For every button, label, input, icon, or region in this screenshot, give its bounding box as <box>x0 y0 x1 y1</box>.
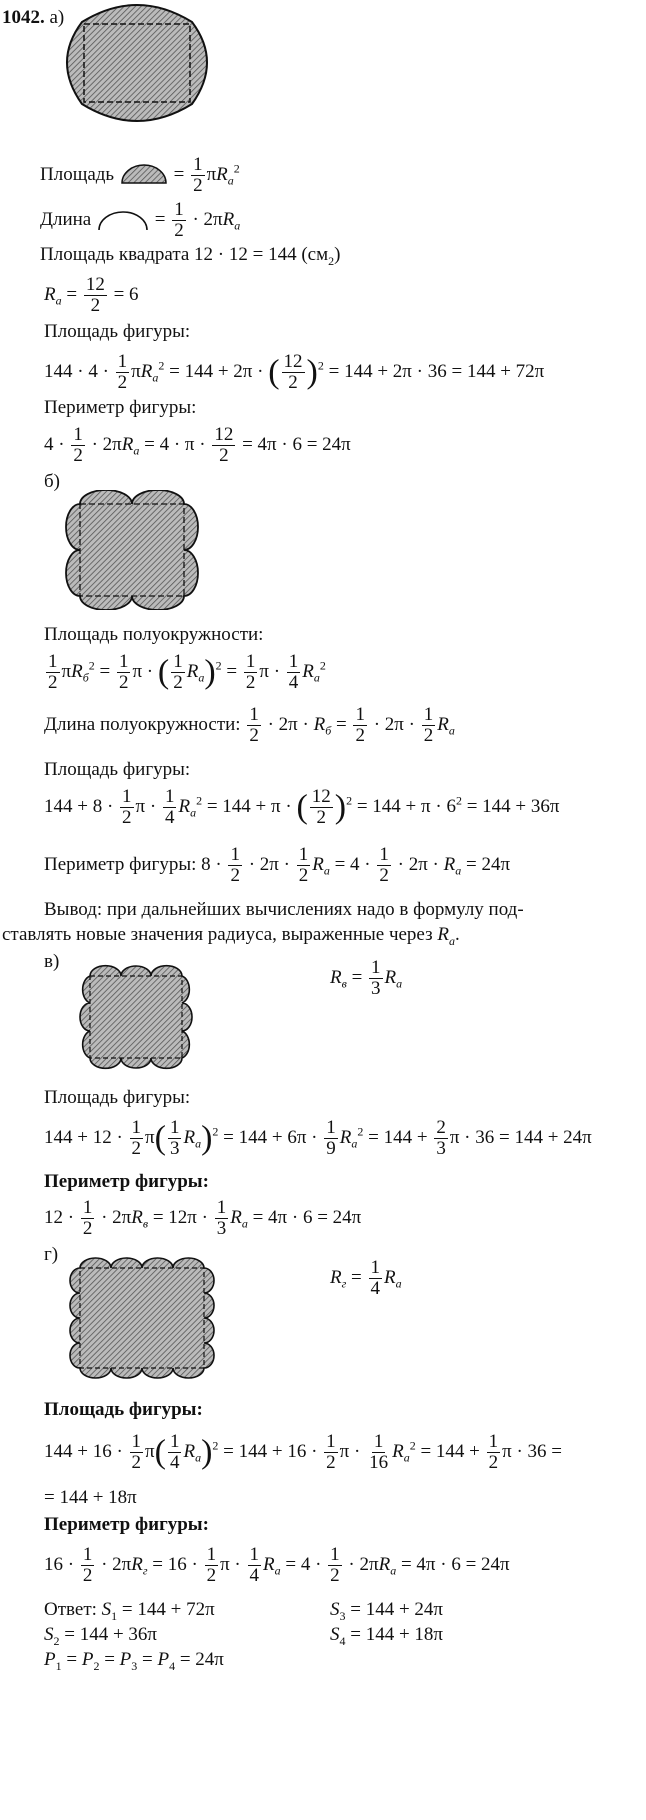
figure-v <box>72 962 200 1072</box>
problem-number: 1042. а) <box>2 7 65 28</box>
figure-b <box>62 490 202 610</box>
figure-a <box>62 0 212 126</box>
perimeter-formula-g: 16 · $\frac{1}{2}$ · $2\pi R_г = 16$ · $\frac{1}{2}$ π · $\frac{1}{4}$ $R_a = 4$ · $\frac{1}{2}$ · $2\pi R_a = 4\pi \cdot 6 = 24\pi$ <box>44 1544 510 1586</box>
figure-area-label-b: Площадь фигуры: <box>44 759 191 780</box>
radius-v-line: $R_в$ = $\frac{1}{3}$ $R_a$ <box>330 957 403 999</box>
half-disc-icon <box>119 163 169 187</box>
answer-s3: $S_3 = 144 + 24\pi$ <box>330 1599 444 1623</box>
area-formula-g-2: = 144 + 18π <box>44 1487 137 1508</box>
area-semicircle-line: Площадь = $\frac{1}{2}$ $\pi R_a^2$ <box>40 154 240 196</box>
radius-g-line: $R_г$ = $\frac{1}{4}$ $R_a$ <box>330 1257 402 1299</box>
perimeter-formula-b: Периметр фигуры: 8 · $\frac{1}{2}$ · 2π · $\frac{1}{2}$ $R_a = 4$ · $\frac{1}{2}$ · $2\pi \cdot R_a = 24\pi$ <box>44 844 511 886</box>
area-formula-a: 144 · 4 · $\frac{1}{2}$ $\pi R_a^2 = 144 + 2\pi$ · ( $\frac{12}{2}$ )$^2$ = 144 + 2π · 36 = 144 + 72π <box>44 351 545 393</box>
semicircle-length-line: Длина полуокружности: $\frac{1}{2}$ · $2\pi \cdot R_б$ = $\frac{1}{2}$ · 2π · $\frac{1}{2}$ $R_a$ <box>44 704 455 746</box>
figure-g <box>64 1254 220 1382</box>
figure-perimeter-label-a: Периметр фигуры: <box>44 397 197 418</box>
area-formula-v: 144 + 12 · $\frac{1}{2}$ π( $\frac{1}{3}$ $R_a)^2 = 144 + 6\pi$ · $\frac{1}{9}$ $R_a^2 = 144$ + $\frac{2}{3}$ π · 36 = 144 + 24π <box>44 1117 592 1159</box>
square-area-line: Площадь квадрата 12 · 12 = 144 $(см_2)$ <box>40 244 341 268</box>
answer-perimeters: $P_1 = P_2 = P_3 = P_4 = 24\pi$ <box>44 1649 224 1673</box>
figure-area-label-a: Площадь фигуры: <box>44 321 191 342</box>
answer-s1: Ответ: $S_1 = 144 + 72\pi$ <box>44 1599 215 1623</box>
part-g-label: г) <box>44 1244 59 1265</box>
conclusion-line-1: Вывод: при дальнейших вычислениях надо в формулу под- <box>44 899 524 920</box>
length-arc-line: Длина = $\frac{1}{2}$ · $2\pi R_a$ <box>40 199 241 241</box>
answer-s2: $S_2 = 144 + 36\pi$ <box>44 1624 158 1648</box>
figure-area-label-g: Площадь фигуры: <box>44 1399 203 1420</box>
area-formula-b: 144 + 8 · $\frac{1}{2}$ π · $\frac{1}{4}$ $R_a^2 = 144 + \pi$ · ( $\frac{12}{2}$ )$^2 = 144 + \pi \cdot 6^2 = 144 + 36\pi$ <box>44 786 560 828</box>
figure-area-label-v: Площадь фигуры: <box>44 1087 191 1108</box>
part-a-label: а) <box>49 7 65 28</box>
conclusion-line-2: ставлять новые значения радиуса, выраженные через $R_a$. <box>2 924 460 948</box>
figure-perimeter-label-g: Периметр фигуры: <box>44 1514 209 1535</box>
radius-a-line: $R_a$ = $\frac{12}{2}$ = 6 <box>44 274 139 316</box>
semicircle-area-label: Площадь полуокружности: <box>44 624 264 645</box>
semicircle-area-formula: $\frac{1}{2}$ $\pi R_б^2$ = $\frac{1}{2}$ π · ( $\frac{1}{2}$ $R_a)^2$ = $\frac{1}{2}$ π · $\frac{1}{4}$ $R_a^2$ <box>48 651 326 693</box>
arc-icon <box>96 208 150 232</box>
part-b-label: б) <box>44 471 60 492</box>
figure-perimeter-label-v: Периметр фигуры: <box>44 1171 209 1192</box>
area-formula-g-1: 144 + 16 · $\frac{1}{2}$ π( $\frac{1}{4}$ $R_a)^2 = 144 + 16$ · $\frac{1}{2}$ π · $\frac{1}{16}$ $R_a^2 = 144$ + $\frac{1}{2}$ π · 36 = <box>44 1431 563 1473</box>
perimeter-formula-v: 12 · $\frac{1}{2}$ · $2\pi R_в = 12\pi$ · $\frac{1}{3}$ $R_a = 4\pi \cdot 6 = 24\pi$ <box>44 1197 362 1239</box>
part-v-label: в) <box>44 951 60 972</box>
perimeter-formula-a: 4 · $\frac{1}{2}$ · $2\pi R_a = 4 \cdot \pi$ · $\frac{12}{2}$ = 4π · 6 = 24π <box>44 424 351 466</box>
answer-s4: $S_4 = 144 + 18\pi$ <box>330 1624 444 1648</box>
